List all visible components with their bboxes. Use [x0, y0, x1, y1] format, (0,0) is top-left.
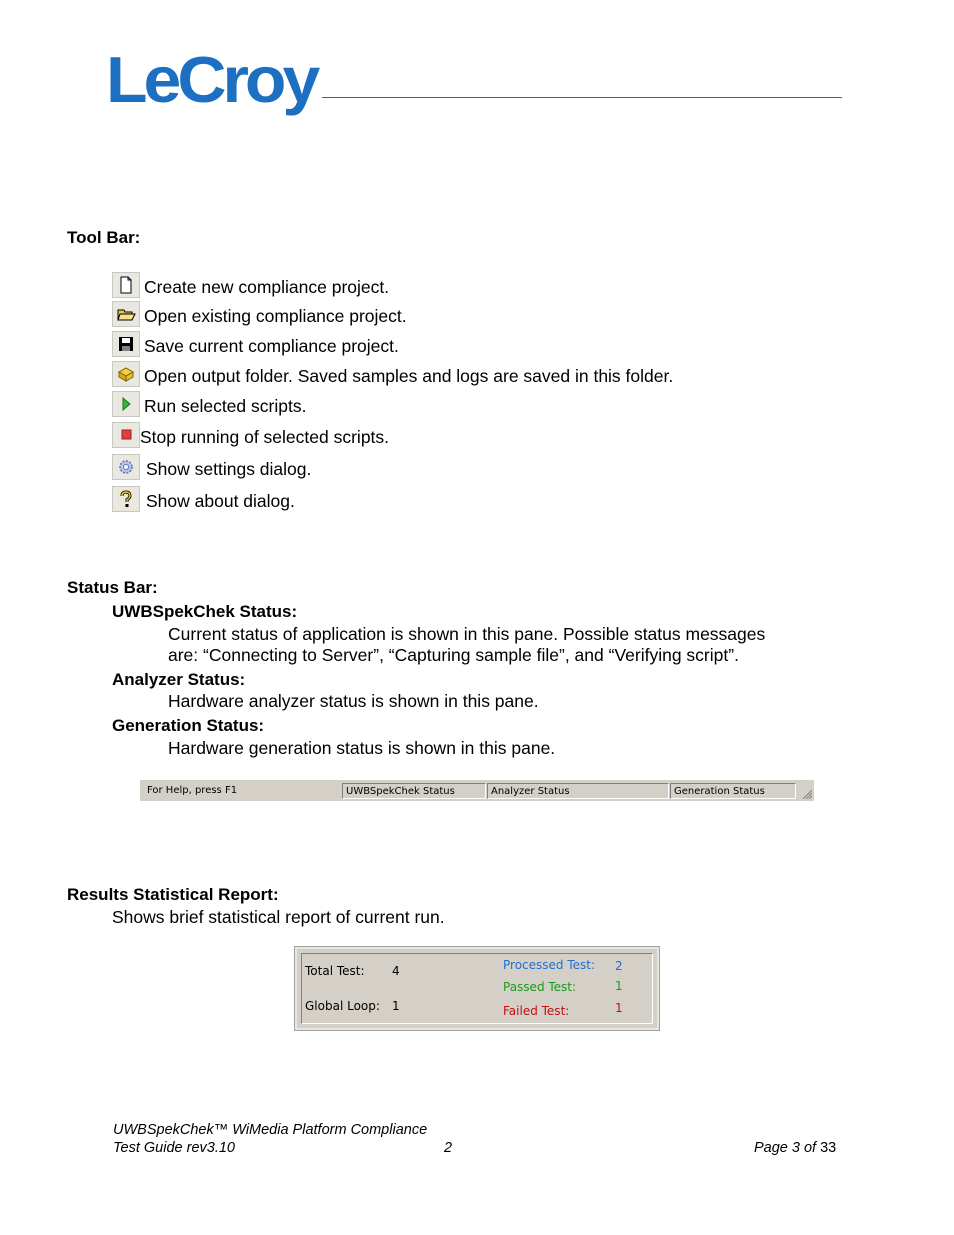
- processed-test-label: Processed Test:: [503, 958, 596, 972]
- analyzer-status-title: Analyzer Status:: [112, 670, 246, 689]
- footer-page-number: [754, 1139, 836, 1157]
- statusbar-heading: Status Bar:: [67, 578, 158, 597]
- uwbspekchek-status-title: UWBSpekChek Status:: [112, 602, 298, 621]
- passed-test-label: Passed Test:: [503, 980, 577, 994]
- stop-icon[interactable]: [112, 422, 140, 448]
- passed-test-value: 1: [615, 979, 623, 993]
- toolbar-item-output-folder: [112, 359, 673, 387]
- lecroy-logo: LeCroy: [106, 43, 317, 117]
- toolbar-item-stop: [112, 420, 389, 448]
- toolbar-item-label: Create new compliance project.: [144, 277, 390, 297]
- footer-center-number: 2: [444, 1140, 453, 1156]
- toolbar-item-open: [112, 299, 407, 327]
- statusbar-pane-analyzer: Analyzer Status: [487, 783, 669, 799]
- toolbar-item-label: Show about dialog.: [146, 491, 295, 511]
- generation-status-title: Generation Status:: [112, 716, 265, 735]
- footer-page-total: 33: [820, 1140, 837, 1156]
- help-question-icon[interactable]: [112, 486, 140, 512]
- total-test-value: 4: [392, 964, 400, 978]
- save-disk-icon[interactable]: [112, 331, 140, 357]
- results-desc: Shows brief statistical report of current run.: [112, 907, 445, 927]
- toolbar-item-settings: [112, 452, 311, 480]
- run-play-icon[interactable]: [112, 391, 140, 417]
- toolbar-item-save: [112, 329, 399, 357]
- settings-gear-icon[interactable]: [112, 454, 140, 480]
- generation-status-desc: Hardware generation status is shown in this pane.: [168, 738, 556, 758]
- toolbar-item-run: [112, 389, 306, 417]
- footer-title-line2: Test Guide rev3.10: [113, 1140, 235, 1156]
- toolbar-item-label: Save current compliance project.: [144, 336, 399, 356]
- uwbspekchek-status-desc: Current status of application is shown in this pane. Possible status messages: [168, 624, 766, 644]
- toolbar-item-label: Stop running of selected scripts.: [140, 427, 390, 447]
- failed-test-value: 1: [615, 1001, 623, 1015]
- header-rule: [322, 97, 842, 98]
- footer-page-label: Page 3 of: [754, 1140, 817, 1156]
- toolbar-item-label: Run selected scripts.: [144, 396, 307, 416]
- analyzer-status-desc: Hardware analyzer status is shown in this pane.: [168, 691, 539, 711]
- open-folder-icon[interactable]: [112, 301, 140, 327]
- toolbar-item-label: Open existing compliance project.: [144, 306, 407, 326]
- resize-grip-icon[interactable]: [802, 789, 812, 799]
- global-loop-value: 1: [392, 999, 400, 1013]
- toolbar-item-label: Show settings dialog.: [146, 459, 312, 479]
- toolbar-heading: Tool Bar:: [67, 228, 141, 247]
- toolbar-item-new: [112, 270, 389, 298]
- global-loop-label: Global Loop:: [305, 999, 380, 1013]
- statusbar-help-text: For Help, press F1: [147, 785, 238, 796]
- uwbspekchek-status-desc-2: are: “Connecting to Server”, “Capturing sample file”, and “Verifying script”.: [168, 645, 739, 665]
- failed-test-label: Failed Test:: [503, 1004, 570, 1018]
- footer-title-line1: UWBSpekChek™ WiMedia Platform Compliance: [113, 1122, 428, 1138]
- toolbar-item-about: [112, 484, 295, 512]
- statusbar-pane-uwbspekchek: UWBSpekChek Status: [342, 783, 486, 799]
- results-heading: Results Statistical Report:: [67, 885, 279, 904]
- statusbar-pane-generation: Generation Status: [670, 783, 796, 799]
- output-folder-icon[interactable]: [112, 361, 140, 387]
- statusbar-screenshot: [140, 779, 814, 801]
- total-test-label: Total Test:: [305, 964, 365, 978]
- processed-test-value: 2: [615, 959, 623, 973]
- toolbar-item-label: Open output folder. Saved samples and logs are saved in this folder.: [144, 366, 674, 386]
- statistical-report-panel: [295, 947, 659, 1030]
- new-document-icon[interactable]: [112, 272, 140, 298]
